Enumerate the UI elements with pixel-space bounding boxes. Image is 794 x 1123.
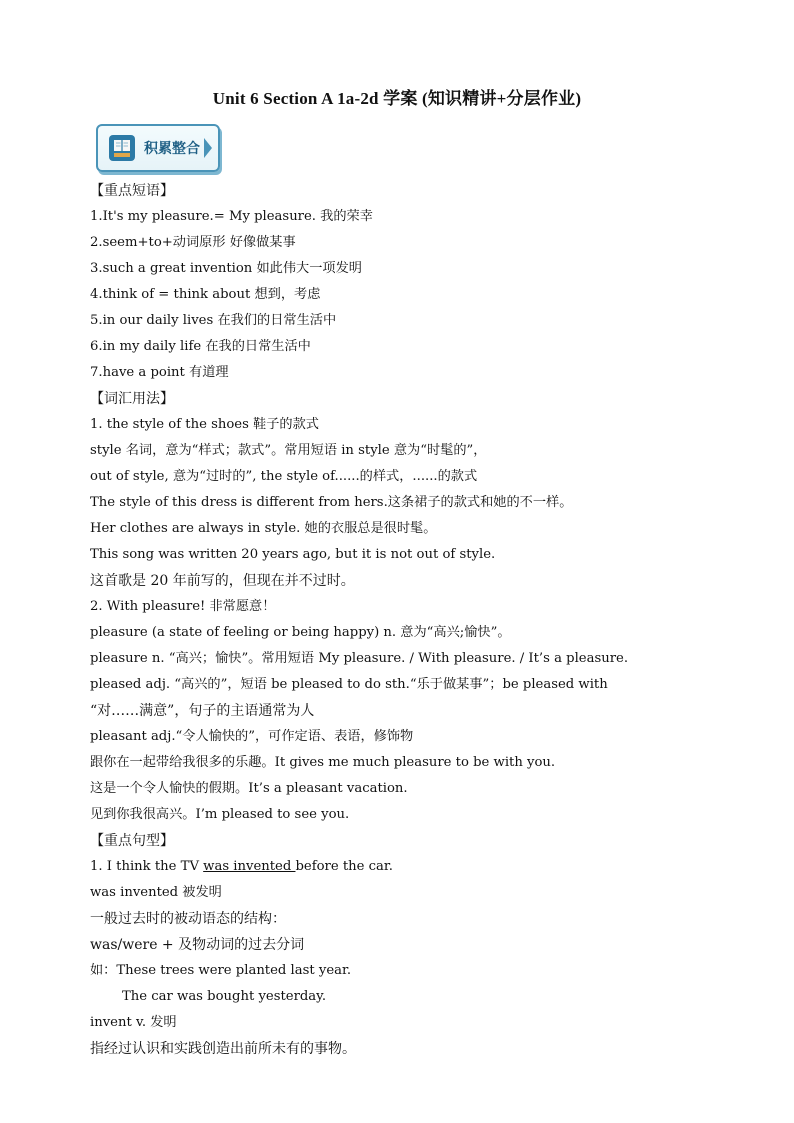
text-line: “对……满意”，句子的主语通常为人 [90, 703, 315, 719]
text-line: 这是一个令人愉快的假期。It’s a pleasant vacation. [90, 781, 408, 796]
text-line: 5.in our daily lives 在我们的日常生活中 [90, 313, 337, 328]
text-line: This song was written 20 years ago, but it is not out of style. [90, 547, 496, 562]
heading-vocabulary-usage: 【词汇用法】 [90, 391, 174, 407]
text-line: 一般过去时的被动语态的结构： [90, 911, 286, 927]
text-line: 这首歌是 20 年前写的，但现在并不过时。 [90, 573, 355, 589]
text-line: was invented 被发明 [90, 885, 222, 900]
text-line: 如：These trees were planted last year. [90, 963, 352, 978]
text-line: 6.in my daily life 在我的日常生活中 [90, 339, 311, 354]
heading-key-sentences: 【重点句型】 [90, 833, 174, 849]
text-segment: before the car. [295, 859, 393, 874]
text-line: invent v. 发明 [90, 1015, 177, 1030]
text-line: pleasure n. “高兴；愉快”。常用短语 My pleasure. / With pleasure. / It’s a pleasure. [90, 651, 629, 666]
badge-arrow-icon [204, 138, 212, 158]
text-line: 跟你在一起带给我很多的乐趣。It gives me much pleasure to be with you. [90, 755, 556, 770]
book-icon [108, 134, 136, 162]
page-title: Unit 6 Section A 1a-2d 学案 (知识精讲+分层作业) [212, 89, 582, 108]
text-line: 1. the style of the shoes 鞋子的款式 [90, 417, 319, 432]
badge-label: 积累整合 [144, 141, 200, 157]
text-line: pleasant adj.“令人愉快的”，可作定语、表语，修饰物 [90, 729, 414, 744]
text-line: 7.have a point 有道理 [90, 365, 229, 380]
text-line: Her clothes are always in style. 她的衣服总是很时髦。 [90, 521, 437, 536]
text-line: 4.think of = think about 想到，考虑 [90, 287, 321, 302]
text-line: 2. With pleasure! 非常愿意！ [90, 599, 276, 614]
section-badge [96, 124, 220, 172]
text-line: 指经过认识和实践创造出前所未有的事物。 [90, 1041, 356, 1057]
text-line: out of style, 意为“过时的”, the style of......的样式，......的款式 [90, 469, 478, 484]
text-line: pleasure (a state of feeling or being happy) n. 意为“高兴;愉快”。 [90, 625, 511, 640]
heading-key-phrases: 【重点短语】 [90, 183, 174, 199]
text-line: style 名词，意为“样式；款式”。常用短语 in style 意为“时髦的”， [90, 443, 487, 458]
text-line: 3.such a great invention 如此伟大一项发明 [90, 261, 362, 276]
text-line: The car was bought yesterday. [122, 989, 327, 1004]
text-line: pleased adj. “高兴的”，短语 be pleased to do sth.“乐于做某事”；be pleased with [90, 677, 608, 692]
text-line: The style of this dress is different from hers.这条裙子的款式和她的不一样。 [90, 495, 573, 510]
text-line: 2.seem+to+动词原形 好像做某事 [90, 235, 296, 250]
text-segment: 1. I think the TV [90, 859, 204, 874]
content-body [90, 178, 690, 1062]
text-line: 见到你我很高兴。I’m pleased to see you. [90, 807, 350, 822]
text-line: 1.It's my pleasure.= My pleasure. 我的荣幸 [90, 209, 373, 224]
underlined-phrase: was invented [203, 859, 296, 874]
text-line-underlined [90, 854, 690, 880]
text-line: was/were + 及物动词的过去分词 [90, 937, 305, 953]
